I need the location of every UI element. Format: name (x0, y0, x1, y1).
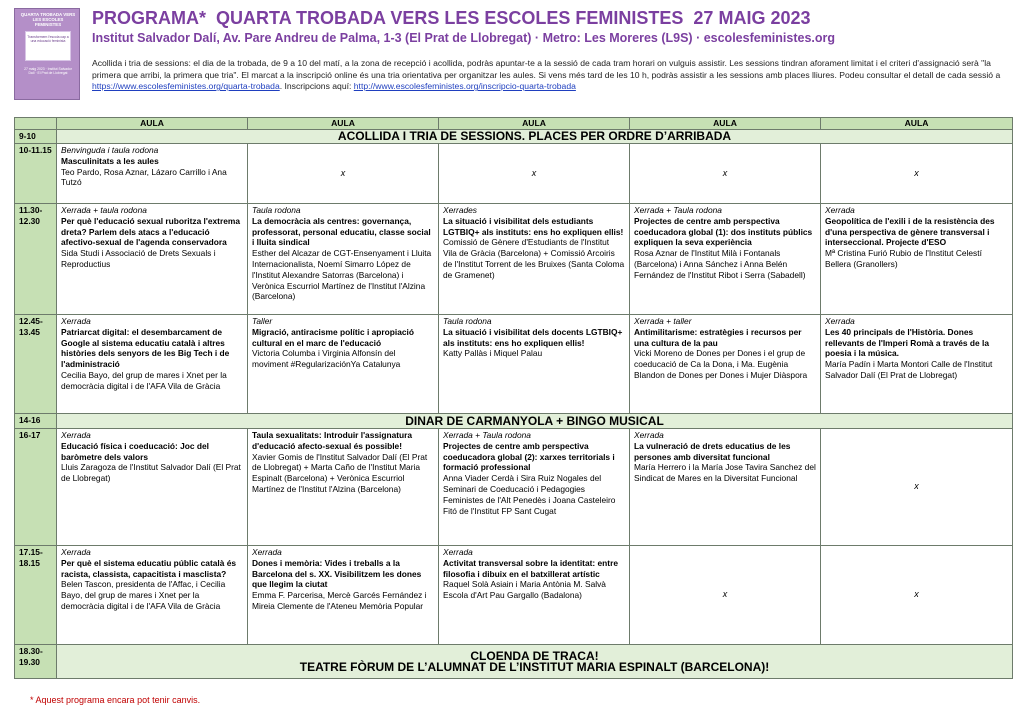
session-cell (248, 429, 439, 546)
session-cell (439, 315, 630, 414)
column-header: AULA (57, 118, 248, 130)
session-title: Taula sexualitats: Introduir l'assignatura d'educació afecto-sexual és possible! (252, 430, 413, 451)
session-speakers: Raquel Solà Asiain i Maria Antònia M. Salvà Escola d'Art Pau Gargallo (Badalona) (443, 579, 606, 601)
closing-line-1: CLOENDA DE TRACA! (470, 648, 599, 663)
session-details-link[interactable]: https://www.escolesfeministes.org/quarta-trobada (92, 81, 280, 92)
closing-band (57, 645, 1013, 679)
title-word: PROGRAMA (92, 8, 199, 28)
session-speakers: Teo Pardo, Rosa Aznar, Lázaro Carrillo i Ana Tutzó (61, 166, 227, 188)
empty-slot: x (630, 546, 821, 645)
session-speakers: Katty Pallàs i Miquel Palau (443, 348, 543, 359)
session-type: Taula rodona (252, 205, 301, 215)
title-date: 27 MAIG 2023 (693, 8, 811, 28)
session-speakers: Cecilia Bayo, del grup de mares i Xnet per la democràcia digital i de l'AFA Vila de Gràcia (61, 369, 227, 391)
session-title: Educació física i coeducació: Joc del baròmetre dels valors (61, 440, 210, 462)
table-header-row (15, 118, 1013, 130)
empty-slot: x (248, 144, 439, 204)
empty-slot: x (821, 144, 1013, 204)
poster-box-text: Transformem l'escola cap a una educació feminista (27, 35, 69, 44)
welcome-band: ACOLLIDA I TRIA DE SESSIONS. PLACES PER ORDRE D’ARRIBADA (57, 130, 1013, 144)
time-slot: 10-11.15 (15, 144, 57, 204)
session-cell (57, 429, 248, 546)
session-title: Les 40 principals de l'Història. Dones rellevants de l'Imperi Romà a través de la poesia i la música. (825, 326, 989, 359)
session-title: Dones i memòria: Vides i treballs a la Barcelona del s. XX. Visibilitzem les dones que llegim la ciutat (252, 557, 422, 590)
registration-link[interactable]: http://www.escolesfeministes.org/inscripcio-quarta-trobada (353, 81, 576, 92)
program-poster-thumbnail (14, 8, 80, 100)
session-type: Xerrada (252, 547, 282, 557)
session-title: Projectes de centre amb perspectiva coeducadora global (2): xarxes territorials i formació professional (443, 440, 615, 473)
session-title: Activitat transversal sobre la identitat: entre filosofia i dibuix en el batxillerat artístic (443, 557, 618, 579)
session-title: Projectes de centre amb perspectiva coeducadora global (1): dos instituts públics expliquen la seva experiència (634, 215, 813, 248)
session-type: Taula rodona (443, 316, 492, 326)
session-type: Xerrada + Taula rodona (634, 205, 722, 215)
session-type: Xerrada (634, 430, 664, 440)
table-row (15, 546, 1013, 645)
session-speakers: María Padín i Marta Montori Calle de l'Institut Salvador Dalí (El Prat de Llobregat) (825, 359, 993, 380)
title-rest: QUARTA TROBADA VERS LES ESCOLES FEMINISTES (216, 8, 684, 28)
program-header (92, 8, 1012, 93)
session-type: Xerrada (61, 547, 91, 557)
empty-slot: x (821, 429, 1013, 546)
session-cell (248, 204, 439, 315)
session-type: Xerrada (825, 316, 855, 326)
intro-between: . Inscripcions aquí: (279, 81, 354, 92)
poster-title: QUARTA TROBADA VERS LES ESCOLES FEMINISTES (20, 12, 76, 27)
time-slot: 9-10 (15, 130, 57, 144)
header-time-cell (15, 118, 57, 130)
session-title: Per què el sistema educatiu públic català és racista, classista, capacitista i masclista? (61, 557, 237, 579)
footnote: * Aquest programa encara pot tenir canvis. (30, 695, 201, 705)
intro-paragraph (92, 58, 1012, 93)
program-table (14, 117, 1013, 679)
time-slot: 17.15-18.15 (15, 546, 57, 645)
column-header: AULA (821, 118, 1013, 130)
poster-white-box (25, 31, 71, 61)
time-slot: 14-16 (15, 414, 57, 429)
session-cell (57, 315, 248, 414)
session-speakers: Comissió de Gènere d'Estudiants de l'Institut Vila de Gràcia (Barcelona) + Comissió Arcoiris de l'Institut Torrent de les Bruixes (Santa Coloma de Gramenet) (443, 237, 625, 280)
session-cell (439, 546, 630, 645)
time-slot: 18.30-19.30 (15, 645, 57, 679)
table-row (15, 204, 1013, 315)
session-speakers: Belen Tascon, presidenta de l'Affac, i Cecilia Bayo, del grup de mares i Xnet per la democràcia digital i de l'AFA Vila de Gràcia (61, 579, 226, 611)
session-speakers: Lluis Zaragoza de l'Institut Salvador Dalí (El Prat de Llobregat) (61, 462, 241, 484)
session-cell (57, 144, 248, 204)
lunch-band: DINAR DE CARMANYOLA + BINGO MUSICAL (57, 414, 1013, 429)
session-speakers: Esther del Alcazar de CGT-Ensenyament i Lluita Internacionalista, Noemí Simarro López de l'Institut Alexandre Satorras (Barcelona) i Verònica Escurriol Martínez de l'Institut l'Alzina (Barcelona) (252, 248, 432, 302)
session-cell (57, 204, 248, 315)
empty-slot: x (821, 546, 1013, 645)
session-speakers: Victoria Columba i Virginia Alfonsín del moviment #RegularizaciónYa Catalunya (252, 348, 401, 370)
session-type: Taller (252, 316, 273, 326)
session-cell (439, 204, 630, 315)
table-row (15, 414, 1013, 429)
poster-bottom-text: 27 maig 2023 · Institut Salvador Dalí · El Prat de Llobregat (24, 67, 72, 75)
session-cell (248, 546, 439, 645)
session-type: Xerrada (443, 547, 473, 557)
session-speakers: Sida Studi i Associació de Drets Sexuals i Reproductius (61, 248, 216, 269)
session-speakers: María Herrero i la María Jose Tavira Sanchez del Sindicat de Mares en la Diversitat Funcional (634, 462, 816, 484)
session-title: La situació i visibilitat dels docents LGTBIQ+ als instituts: ens ho expliquen ellis! (443, 326, 623, 348)
session-speakers: Emma F. Parcerisa, Mercè Garcés Fernández i Mireia Clemente de l'Ateneu Memòria Popular (252, 590, 427, 611)
empty-slot: x (439, 144, 630, 204)
session-cell (630, 429, 821, 546)
table-row (15, 144, 1013, 204)
session-type: Benvinguda i taula rodona (61, 145, 159, 155)
session-type: Xerrades (443, 205, 477, 215)
session-type: Xerrada + taula rodona (61, 205, 147, 215)
session-cell (630, 204, 821, 315)
session-title: Patriarcat digital: el desembarcament de Google al sistema educatiu català i altres històries dels senyors de les Big Tech i de l'administració (61, 326, 230, 370)
session-cell (821, 315, 1013, 414)
table-row (15, 130, 1013, 144)
session-cell (439, 429, 630, 546)
session-speakers: Vicki Moreno de Dones per Dones i el grup de coeducació de Ca la Dona, i Ma. Eugènia Blandon de Dones per Dones i Mujer Diàspora (634, 348, 808, 380)
time-slot: 16-17 (15, 429, 57, 546)
time-slot: 11.30-12.30 (15, 204, 57, 315)
session-cell (821, 204, 1013, 315)
session-speakers: Rosa Aznar de l'Institut Milà i Fontanals (Barcelona) i Anna Sánchez i Anna Belén Fernández de l'Institut Ribot i Serra (Sabadell) (634, 248, 806, 280)
venue-subtitle: Institut Salvador Dalí, Av. Pare Andreu de Palma, 1-3 (El Prat de Llobregat) · Metro: Les Moreres (L9S) · escolesfeministes.org (92, 31, 836, 45)
empty-slot: x (630, 144, 821, 204)
session-title: Antimilitarisme: estratègies i recursos per una cultura de la pau (634, 326, 802, 348)
session-cell (248, 315, 439, 414)
table-row (15, 645, 1013, 679)
session-type: Xerrada + taller (634, 316, 692, 326)
session-type: Xerrada (61, 430, 91, 440)
session-title: Migració, antiracisme polític i apropiació cultural en el marc de l'educació (252, 326, 414, 348)
session-speakers: Anna Viader Cerdà i Sira Ruiz Nogales del Seminari de Coeducació i Pedagogies Feministes de l'Alt Penedès i Joana Casteleiro Fitó de l'Institut FP Sant Cugat (443, 473, 616, 516)
session-cell (57, 546, 248, 645)
session-title: La vulneració de drets educatius de les persones amb diversitat funcional (634, 440, 791, 462)
session-title: Geopolítica de l'exili i de la resistència des d'una perspectiva de gènere transversal i interseccional. Projecte d'ESO (825, 215, 995, 248)
session-title: Masculinitats a les aules (61, 155, 159, 166)
session-type: Xerrada (825, 205, 855, 215)
session-speakers: Mª Cristina Furió Rubio de l'Institut Celestí Bellera (Granollers) (825, 248, 982, 269)
page-title (92, 8, 1012, 29)
table-row (15, 429, 1013, 546)
column-header: AULA (248, 118, 439, 130)
column-header: AULA (630, 118, 821, 130)
poster-bottom (21, 67, 75, 95)
column-header: AULA (439, 118, 630, 130)
session-type: Xerrada (61, 316, 91, 326)
title-star: * (199, 8, 207, 28)
session-cell (630, 315, 821, 414)
table-row (15, 315, 1013, 414)
session-title: La democràcia als centres: governança, professorat, personal educatiu, classe social i lluita sindical (252, 215, 431, 248)
closing-line-2: TEATRE FÒRUM DE L’ALUMNAT DE L’INSTITUT MARIA ESPINALT (BARCELONA)! (299, 659, 770, 674)
intro-text: Acollida i tria de sessions: el dia de la trobada, de 9 a 10 del matí, a la zona de recepció i acollida, podràs apuntar-te a la sessió de cada tram horari on vulguis assistir. Les sessions tindran aforament limitat i el criteri d'assignació serà "la primera que arribi, la primera que tria". El marcat a la inscripció online és una tria orientativa per organitzar les aules. Si vens més tard de les 10 h, podràs assistir a les sessions amb places lliures. Podeu consultar el detall de cada sessió a (92, 58, 1001, 80)
time-slot: 12.45-13.45 (15, 315, 57, 414)
session-type: Xerrada + Taula rodona (443, 430, 531, 440)
session-speakers: Xavier Gomis de l'Institut Salvador Dalí (El Prat de Llobregat) + Marta Caño de l'Institut Maria Espinalt (Barcelona) + Verònica Escurriol Martínez de l'Institut l'Alzina (Barcelona) (252, 451, 428, 494)
session-title: Per què l'educació sexual ruboritza l'extrema dreta? Parlem dels atacs a l'educació afectivo-sexual de l'agenda conservadora (61, 215, 240, 248)
session-title: La situació i visibilitat dels estudiants LGTBIQ+ als instituts: ens ho expliquen ellis! (443, 215, 624, 237)
